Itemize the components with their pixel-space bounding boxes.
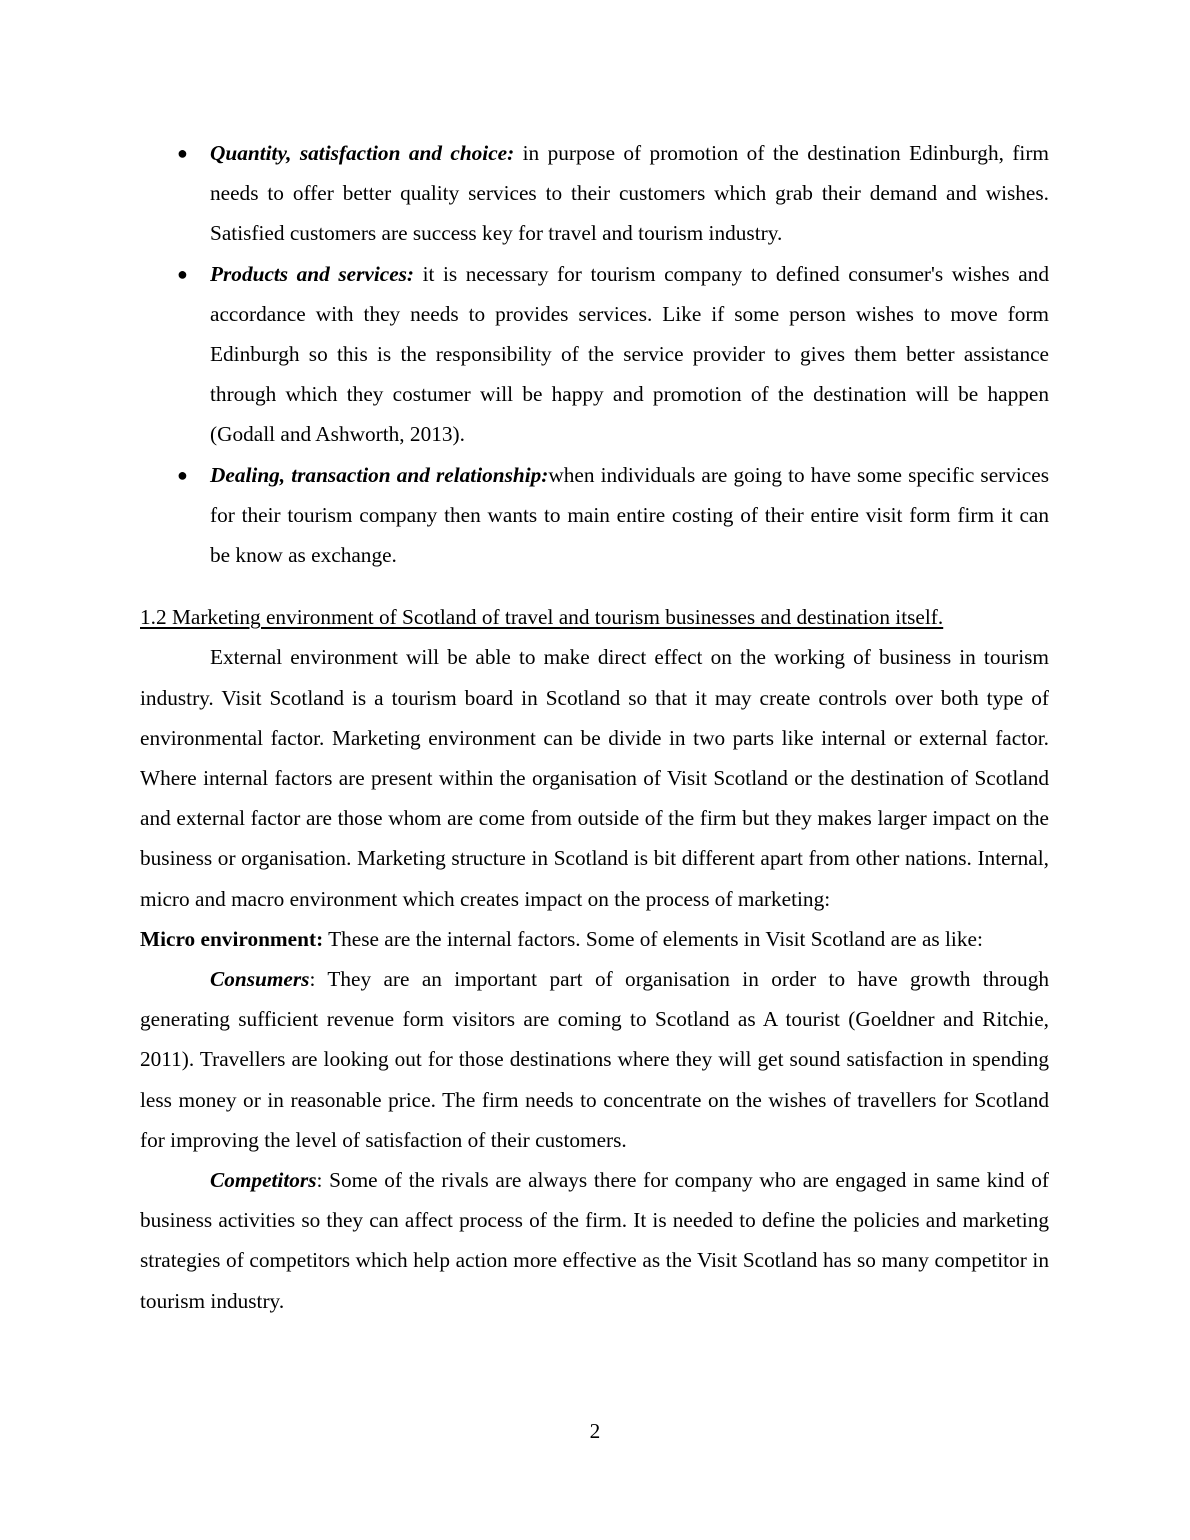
competitors-term: Competitors — [210, 1168, 317, 1193]
bullet-item-dealing — [140, 455, 1049, 576]
bullet-term: Quantity, satisfaction and choice: — [210, 141, 515, 165]
competitors-paragraph — [140, 1160, 1049, 1321]
document-page — [140, 133, 1049, 1321]
bullet-list — [140, 133, 1049, 575]
consumers-term: Consumers — [210, 967, 310, 992]
section-heading: 1.2 Marketing environment of Scotland of travel and tourism businesses and destination itself. — [140, 605, 944, 630]
bullet-dot-icon: ● — [177, 464, 188, 485]
bullet-term: Products and services: — [210, 261, 415, 286]
bullet-text: it is necessary for tourism company to defined consumer's wishes and accordance with they needs to provides services. Like if some person wishes to move form Edinburgh so this is the responsibility of the service provider to gives them better assistance through which they costumer will be happy and promotion of the destination will be happen (Godall and Ashworth, 2013). — [210, 261, 1049, 447]
micro-text: These are the internal factors. Some of elements in Visit Scotland are as like: — [323, 926, 983, 951]
bullet-item-quality — [140, 133, 1049, 254]
bullet-dot-icon: ● — [177, 263, 188, 284]
consumers-text: : They are an important part of organisation in order to have growth through generating sufficient revenue form visitors are coming to Scotland as A tourist (Goeldner and Ritchie, 2011). Travellers are looking out for those destinations where they will get sound satisfaction in spending less money or in reasonable price. The firm needs to concentrate on the wishes of travellers for Scotland for improving the level of satisfaction of their customers. — [140, 967, 1049, 1152]
micro-term: Micro environment: — [140, 926, 324, 951]
bullet-text: in purpose of promotion of the destination Edinburgh, firm needs to offer better quality services to their customers which grab their demand and wishes. Satisfied customers are success key for travel and tourism industry. — [210, 141, 1049, 246]
intro-paragraph: External environment will be able to make direct effect on the working of business in tourism industry. Visit Scotland is a tourism board in Scotland so that it may create controls over both type of environmental factor. Marketing environment can be divide in two parts like internal or external factor. Where internal factors are present within the organisation of Visit Scotland or the destination of Scotland and external factor are those whom are come from outside of the firm but they makes larger impact on the business or organisation. Marketing structure in Scotland is bit different apart from other nations. Internal, micro and macro environment which creates impact on the process of marketing: — [140, 645, 1049, 911]
bullet-dot-icon: ● — [177, 143, 188, 163]
bullet-item-products — [140, 254, 1049, 455]
bullet-term: Dealing, transaction and relationship: — [210, 462, 549, 487]
bullet-text: when individuals are going to have some specific services for their tourism company then wants to main entire costing of their entire visit form firm it can be know as exchange. — [210, 462, 1049, 568]
page-number: 2 — [589, 1419, 601, 1443]
competitors-text: : Some of the rivals are always there for company who are engaged in same kind of business activities so they can affect process of the firm. It is needed to define the policies and marketing strategies of competitors which help action more effective as the Visit Scotland has so many competitor in tourism industry. — [140, 1168, 1049, 1313]
consumers-paragraph — [140, 959, 1049, 1160]
micro-environment-paragraph — [140, 919, 1049, 959]
